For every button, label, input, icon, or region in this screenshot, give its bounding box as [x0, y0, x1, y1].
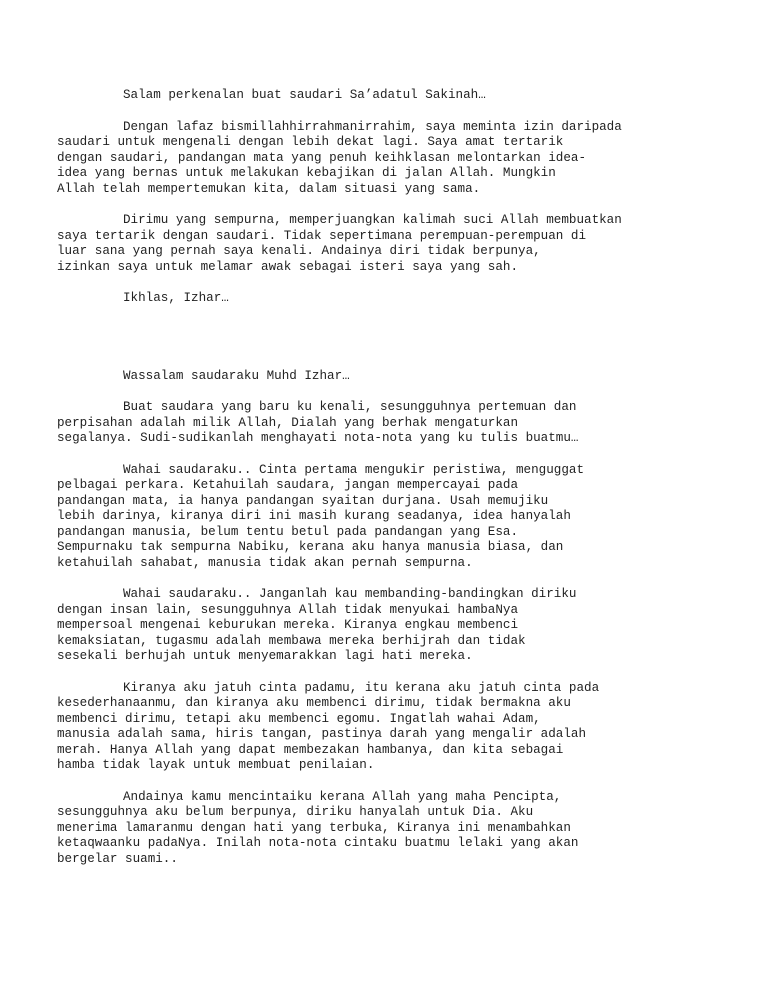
text-line: ketaqwaanku padaNya. Inilah nota-nota cintaku buatmu lelaki yang akan	[57, 836, 579, 850]
text-line: pandangan mata, ia hanya pandangan syaitan durjana. Usah memujiku	[57, 493, 549, 508]
letter1-closing	[90, 291, 680, 307]
text-line: Dirimu yang sempurna, memperjuangkan kalimah suci Allah membuatkan	[123, 213, 622, 227]
text-line: mempersoal mengenai keburukan mereka. Kiranya engkau membenci	[57, 618, 519, 632]
text-line: membenci dirimu, tetapi aku membenci egomu. Ingatlah wahai Adam,	[57, 711, 541, 726]
text-line: bergelar suami..	[57, 851, 178, 866]
text-line: saudari untuk mengenali dengan lebih dekat lagi. Saya amat tertarik	[57, 135, 564, 149]
text-line: dengan saudari, pandangan mata yang penuh keihklasan melontarkan idea-	[57, 150, 587, 165]
text-line: kesederhanaanmu, dan kiranya aku membenci dirimu, tidak bermakna aku	[57, 696, 571, 710]
text-line: pelbagai perkara. Ketahuilah saudara, jangan mempercayai pada	[57, 478, 519, 492]
text-line: Kiranya aku jatuh cinta padamu, itu kerana aku jatuh cinta pada	[123, 680, 600, 695]
text-line: idea yang bernas untuk melakukan kebajikan di jalan Allah. Mungkin	[57, 166, 556, 180]
letter1-paragraph-2	[57, 213, 680, 275]
text-line: Buat saudara yang baru ku kenali, sesungguhnya pertemuan dan	[123, 400, 577, 414]
text-line: Wahai saudaraku.. Janganlah kau membanding-bandingkan diriku	[123, 587, 577, 601]
text-line: Wassalam saudaraku Muhd Izhar…	[123, 368, 350, 383]
text-line: pandangan manusia, belum tentu betul pada pandangan yang Esa.	[57, 524, 519, 539]
text-line: merah. Hanya Allah yang dapat membezakan hambanya, dan kita sebagai	[57, 742, 564, 757]
text-line: luar sana yang pernah saya kenali. Andainya diri tidak berpunya,	[57, 244, 541, 258]
text-line: sesungguhnya aku belum berpunya, diriku hanyalah untuk Dia. Aku	[57, 805, 534, 819]
letter1-paragraph-1	[57, 119, 680, 198]
letter2-greeting	[90, 369, 680, 385]
letter2-paragraph-1	[57, 400, 680, 447]
text-line: hamba tidak layak untuk membuat penilaian.	[57, 758, 375, 772]
text-line: Sempurnaku tak sempurna Nabiku, kerana aku hanya manusia biasa, dan	[57, 540, 564, 554]
text-line: menerima lamaranmu dengan hati yang terbuka, Kiranya ini menambahkan	[57, 820, 571, 835]
letter2-paragraph-4	[57, 680, 680, 774]
text-line: sesekali berhujah untuk menyemarakkan lagi hati mereka.	[57, 649, 473, 663]
text-line: Allah telah mempertemukan kita, dalam situasi yang sama.	[57, 181, 481, 196]
text-line: izinkan saya untuk melamar awak sebagai isteri saya yang sah.	[57, 259, 519, 274]
text-line: saya tertarik dengan saudari. Tidak sepertimana perempuan-perempuan di	[57, 228, 587, 243]
text-line: manusia adalah sama, hiris tangan, pastinya darah yang mengalir adalah	[57, 727, 587, 741]
text-line: Andainya kamu mencintaiku kerana Allah yang maha Pencipta,	[123, 789, 562, 804]
text-line: Wahai saudaraku.. Cinta pertama mengukir peristiwa, menguggat	[123, 462, 585, 477]
text-line: perpisahan adalah milik Allah, Dialah yang berhak mengaturkan	[57, 415, 519, 430]
letter2-paragraph-5	[57, 789, 680, 868]
text-line: ketahuilah sahabat, manusia tidak akan pernah sempurna.	[57, 555, 473, 570]
letter2-paragraph-2	[57, 462, 680, 572]
letter2-paragraph-3	[57, 587, 680, 665]
text-line: kemaksiatan, tugasmu adalah membawa mereka berhijrah dan tidak	[57, 633, 526, 648]
text-line: Ikhlas, Izhar…	[123, 291, 229, 305]
text-line: segalanya. Sudi-sudikanlah menghayati nota-nota yang ku tulis buatmu…	[57, 431, 579, 445]
document-page	[57, 88, 680, 883]
letter1-greeting	[90, 88, 680, 104]
text-line: Salam perkenalan buat saudari Sa’adatul Sakinah…	[123, 88, 486, 102]
text-line: dengan insan lain, sesungguhnya Allah tidak menyukai hambaNya	[57, 602, 519, 617]
text-line: Dengan lafaz bismillahhirrahmanirrahim, saya meminta izin daripada	[123, 119, 622, 134]
text-line: lebih darinya, kiranya diri ini masih kurang seadanya, idea hanyalah	[57, 509, 571, 523]
letter-separator	[90, 323, 680, 369]
